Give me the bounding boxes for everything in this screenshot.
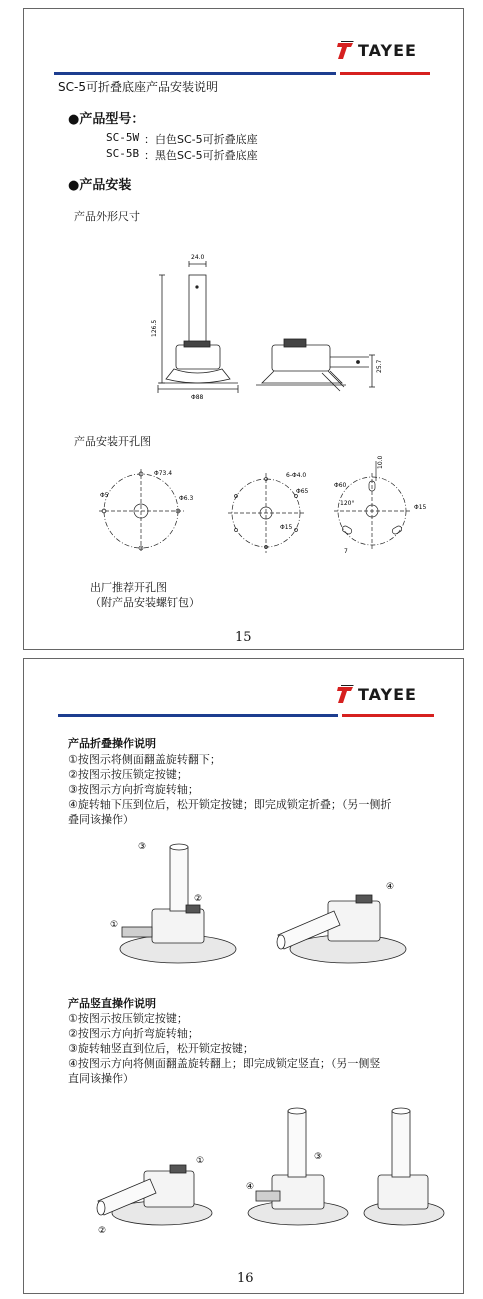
erect-heading: 产品竖直操作说明 xyxy=(68,997,156,1010)
fold-heading: 产品折叠操作说明 xyxy=(68,737,156,750)
fold-step: ②按图示按压锁定按键； xyxy=(68,768,188,781)
hole-c-label-4: Φ15 xyxy=(414,504,427,511)
fold-step: ④旋转轴下压到位后，松开锁定按键；即完成锁定折叠；（另一侧折 xyxy=(68,798,392,811)
header-rule-blue xyxy=(54,72,336,75)
hole-c-label-5: 7 xyxy=(344,548,348,555)
hole-a-label-3: Φ5 xyxy=(100,492,109,499)
fold-callout: ① xyxy=(110,920,119,930)
hole-b-label-3: Φ15 xyxy=(280,524,293,531)
model-desc-2: ：黑色SC-5可折叠底座 xyxy=(144,149,258,162)
header-rule-red xyxy=(340,72,430,75)
page-number: 15 xyxy=(235,630,252,645)
hole-pattern-c xyxy=(330,453,440,563)
hole-b-label-2: Φ65 xyxy=(296,488,309,495)
erect-step: ③旋转轴竖直到位后，松开锁定按键； xyxy=(68,1042,254,1055)
page-number: 16 xyxy=(237,1271,254,1286)
hole-b-label-1: 6-Φ4.0 xyxy=(286,472,307,479)
dim-top-label: 24.0 xyxy=(191,254,205,261)
hole-a-label-2: Φ6.3 xyxy=(179,495,194,502)
hole-c-label-1: 10.0 xyxy=(377,455,384,469)
tayee-logo xyxy=(335,683,417,705)
dim-side-label: 25.7 xyxy=(376,359,383,373)
hole-pattern-a xyxy=(96,461,206,561)
note-line-2: （附产品安装螺钉包） xyxy=(90,596,200,609)
dimensions-label: 产品外形尺寸 xyxy=(74,210,140,223)
dim-height-label: 126.5 xyxy=(151,319,158,337)
erect-step: 直同该操作） xyxy=(68,1072,134,1085)
model-code-1: SC-5W xyxy=(106,131,140,144)
header-rule-red xyxy=(342,714,434,717)
erect-step: ④按图示方向将侧面翻盖旋转翻上；即完成锁定竖直；（另一侧竖 xyxy=(68,1057,381,1070)
hole-a-label-1: Φ73.4 xyxy=(154,470,173,477)
dim-base-label: Φ88 xyxy=(191,394,204,401)
fold-illustration xyxy=(108,839,428,979)
erect-callout: ① xyxy=(196,1156,205,1166)
erect-illustration xyxy=(70,1089,450,1249)
model-heading: ●产品型号： xyxy=(68,112,145,127)
tayee-logo xyxy=(335,39,417,61)
erect-callout: ③ xyxy=(314,1152,323,1162)
install-heading: ●产品安装 xyxy=(68,178,132,193)
erect-callout: ④ xyxy=(246,1182,255,1192)
dimension-drawing xyxy=(144,254,384,414)
logo-wordmark: TAYEE xyxy=(358,684,417,704)
hole-c-label-2: Φ60 xyxy=(334,482,347,489)
tayee-logo-icon xyxy=(335,39,355,61)
note-line-1: 出厂推荐开孔图 xyxy=(90,581,167,594)
fold-step: ③按图示方向折弯旋转轴； xyxy=(68,783,199,796)
logo-wordmark: TAYEE xyxy=(358,40,417,60)
model-desc-1: ：白色SC-5可折叠底座 xyxy=(144,133,258,146)
page-16 xyxy=(23,658,464,1294)
hole-c-label-3: 120° xyxy=(340,500,355,507)
erect-callout: ② xyxy=(98,1226,107,1236)
fold-callout: ② xyxy=(194,894,203,904)
erect-step: ①按图示按压锁定按键； xyxy=(68,1012,188,1025)
holes-label: 产品安装开孔图 xyxy=(74,435,151,448)
page-title: SC-5可折叠底座产品安装说明 xyxy=(58,80,218,94)
model-code-2: SC-5B xyxy=(106,147,140,160)
page-15 xyxy=(23,8,464,650)
erect-step: ②按图示方向折弯旋转轴； xyxy=(68,1027,199,1040)
fold-callout: ③ xyxy=(138,842,147,852)
tayee-logo-icon xyxy=(335,683,355,705)
hole-pattern-b xyxy=(224,461,324,561)
fold-callout: ④ xyxy=(386,882,395,892)
header-rule-blue xyxy=(58,714,338,717)
fold-step: ①按图示将侧面翻盖旋转翻下； xyxy=(68,753,221,766)
fold-step: 叠同该操作） xyxy=(68,813,134,826)
